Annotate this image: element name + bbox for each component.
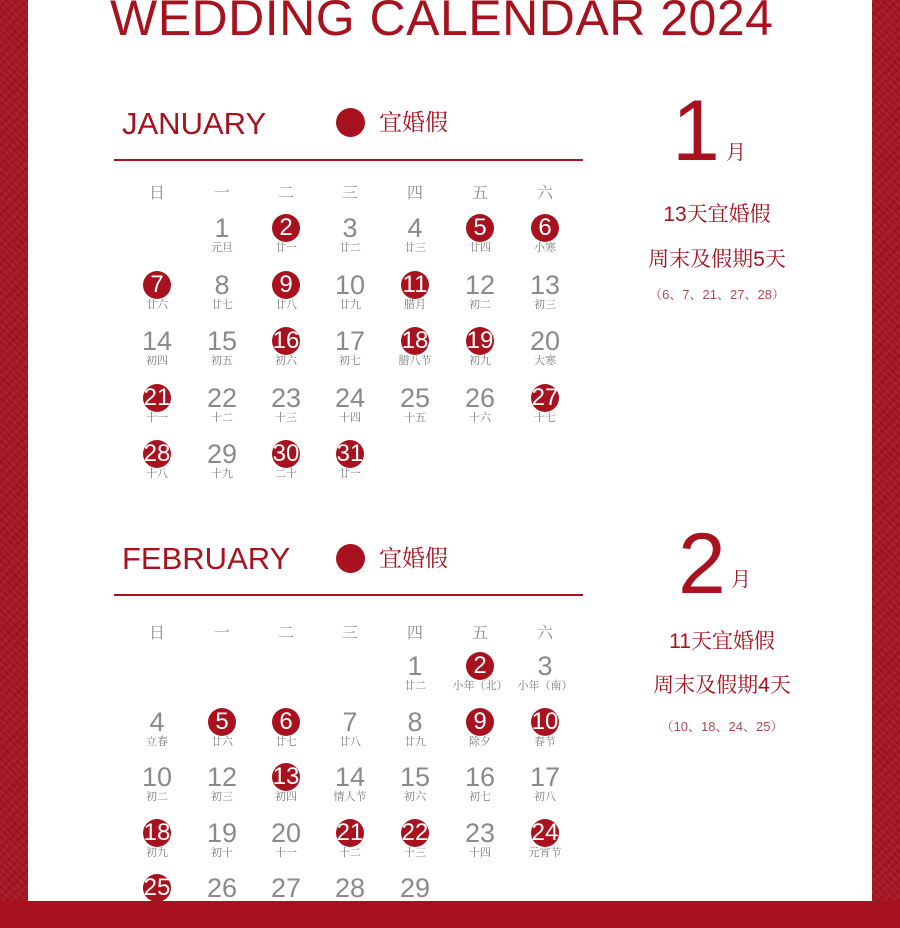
lunar-date: 廿九	[404, 736, 426, 748]
calendar-day-wedding	[125, 382, 189, 438]
lunar-date: 腊月	[404, 299, 426, 311]
weekday-header: 二	[277, 185, 294, 202]
calendar-day	[190, 438, 254, 494]
weekday-header: 三	[341, 625, 358, 642]
lunar-date: 元旦	[211, 242, 233, 254]
lunar-date: 初五	[211, 355, 233, 367]
day-number: 3	[342, 213, 358, 243]
summary-weekend: 周末及假期4天	[653, 674, 791, 697]
lunar-date: 小年（南）	[517, 680, 573, 692]
lunar-date: 廿六	[211, 736, 233, 748]
day-number: 8	[407, 707, 423, 737]
calendar-day	[383, 872, 447, 928]
calendar-day	[190, 872, 254, 928]
calendar-day	[318, 382, 382, 438]
day-number: 18	[143, 819, 171, 846]
calendar-day	[190, 269, 254, 325]
lunar-date: 十三	[404, 847, 426, 859]
big-month-number: 2	[678, 516, 726, 612]
weekday-header: 二	[277, 625, 294, 642]
day-number: 21	[143, 384, 171, 411]
day-number: 29	[399, 873, 431, 903]
calendar-day	[448, 817, 512, 873]
day-number: 22	[206, 383, 238, 413]
day-number: 26	[464, 383, 496, 413]
calendar-day-wedding	[318, 438, 382, 494]
day-number: 26	[206, 873, 238, 903]
legend-dot-icon	[336, 544, 365, 573]
day-number: 27	[531, 384, 559, 411]
calendar-day-wedding	[190, 706, 254, 762]
day-number: 20	[270, 818, 302, 848]
lunar-date: 情人节	[333, 791, 367, 803]
day-number: 25	[399, 383, 431, 413]
day-number: 1	[407, 651, 423, 681]
day-number: 24	[531, 819, 559, 846]
calendar-day	[513, 325, 577, 381]
lunar-date: 十三	[275, 412, 297, 424]
lunar-date: 廿六	[146, 299, 168, 311]
calendar-day-wedding	[254, 706, 318, 762]
calendar-day	[254, 382, 318, 438]
lunar-date: 廿二	[404, 680, 426, 692]
calendar-day	[125, 325, 189, 381]
lunar-date: 十一	[146, 412, 168, 424]
legend-label: 宜婚假	[379, 545, 448, 571]
calendar-day-wedding	[513, 817, 577, 873]
day-number: 6	[279, 708, 293, 735]
day-number: 20	[529, 326, 561, 356]
summary-list: （10、18、24、25）	[660, 719, 784, 734]
calendar-day-wedding	[254, 438, 318, 494]
calendar-day-wedding	[448, 212, 512, 268]
lunar-date: 初六	[404, 791, 426, 803]
lunar-date: 初四	[275, 791, 297, 803]
day-number: 13	[272, 763, 300, 790]
lunar-date: 腊八节	[398, 355, 432, 367]
day-number: 4	[149, 707, 165, 737]
weekday-header: 四	[406, 185, 423, 202]
calendar-day	[318, 872, 382, 928]
calendar-day	[125, 706, 189, 762]
calendar-day-wedding	[125, 817, 189, 873]
calendar-day-wedding	[383, 325, 447, 381]
day-number: 5	[473, 214, 487, 241]
lunar-date: 廿七	[211, 299, 233, 311]
lunar-date: 初九	[146, 847, 168, 859]
lunar-date: 十九	[211, 468, 233, 480]
calendar-day-wedding	[448, 706, 512, 762]
lunar-date: 初十	[211, 847, 233, 859]
day-number: 15	[206, 326, 238, 356]
day-number: 23	[270, 383, 302, 413]
day-number: 30	[272, 440, 300, 467]
day-number: 23	[464, 818, 496, 848]
day-number: 29	[206, 439, 238, 469]
day-number: 9	[473, 708, 487, 735]
calendar-day	[254, 872, 318, 928]
calendar-day	[383, 212, 447, 268]
day-number: 7	[150, 271, 164, 298]
calendar-day-wedding	[125, 872, 189, 928]
lunar-date: 元宵节	[528, 847, 562, 859]
day-number: 11	[402, 271, 428, 298]
lunar-date: 十二	[211, 412, 233, 424]
legend-dot-icon	[336, 108, 365, 137]
weekday-header: 一	[213, 185, 230, 202]
day-number: 12	[464, 270, 496, 300]
day-number: 16	[464, 762, 496, 792]
lunar-date: 十一	[275, 847, 297, 859]
day-number: 18	[401, 327, 429, 354]
big-month-number: 1	[672, 83, 720, 179]
day-number: 28	[143, 440, 171, 467]
weekday-header: 日	[148, 625, 165, 642]
lunar-date: 初三	[534, 299, 556, 311]
summary-days: 11天宜婚假	[669, 630, 775, 653]
day-number: 10	[334, 270, 366, 300]
lunar-date: 春节	[534, 736, 556, 748]
lunar-date: 初二	[146, 791, 168, 803]
lunar-date: 初二	[469, 299, 491, 311]
lunar-date: 初八	[534, 791, 556, 803]
day-number: 4	[407, 213, 423, 243]
lunar-date: 十七	[534, 412, 556, 424]
calendar-day	[318, 706, 382, 762]
lunar-date: 廿九	[339, 299, 361, 311]
day-number: 19	[206, 818, 238, 848]
day-number: 7	[342, 707, 358, 737]
calendar-day	[383, 650, 447, 706]
day-number: 24	[334, 383, 366, 413]
day-number: 28	[334, 873, 366, 903]
summary-weekend: 周末及假期5天	[648, 248, 786, 271]
summary-days: 13天宜婚假	[663, 203, 771, 226]
lunar-date: 初九	[469, 355, 491, 367]
calendar-day	[318, 761, 382, 817]
lunar-date: 二十	[275, 468, 297, 480]
calendar-day-wedding	[125, 269, 189, 325]
calendar-day	[190, 761, 254, 817]
legend-label: 宜婚假	[379, 109, 448, 135]
calendar-day-wedding	[318, 817, 382, 873]
day-number: 3	[537, 651, 553, 681]
weekday-header: 六	[536, 625, 553, 642]
day-number: 19	[466, 327, 494, 354]
lunar-date: 初四	[146, 355, 168, 367]
calendar-day	[383, 382, 447, 438]
day-number: 21	[336, 819, 364, 846]
calendar-day-wedding	[125, 438, 189, 494]
calendar-day	[318, 269, 382, 325]
lunar-date: 小年（北）	[452, 680, 508, 692]
day-number: 2	[473, 652, 487, 679]
calendar-day	[318, 212, 382, 268]
lunar-date: 小寒	[534, 242, 556, 254]
calendar-day-wedding	[254, 269, 318, 325]
lunar-date: 廿四	[469, 242, 491, 254]
day-number: 17	[334, 326, 366, 356]
calendar-day-wedding	[513, 212, 577, 268]
lunar-date: 十六	[469, 412, 491, 424]
day-number: 9	[279, 271, 293, 298]
calendar-day	[190, 212, 254, 268]
lunar-date: 十二	[339, 847, 361, 859]
calendar-day	[190, 325, 254, 381]
lunar-date: 初六	[275, 355, 297, 367]
calendar-day	[383, 706, 447, 762]
lunar-date: 立春	[146, 736, 168, 748]
calendar-day-wedding	[448, 325, 512, 381]
calendar-day-wedding	[448, 650, 512, 706]
lunar-date: 初三	[211, 791, 233, 803]
lunar-date: 廿一	[339, 468, 361, 480]
lunar-date: 除夕	[469, 736, 491, 748]
weekday-header: 三	[341, 185, 358, 202]
weekday-header: 六	[536, 185, 553, 202]
month-divider	[114, 594, 583, 596]
calendar-day	[190, 817, 254, 873]
weekday-header: 日	[148, 185, 165, 202]
lunar-date: 廿八	[339, 736, 361, 748]
weekday-header: 五	[471, 625, 488, 642]
day-number: 25	[143, 874, 171, 901]
day-number: 27	[270, 873, 302, 903]
calendar-day-wedding	[254, 325, 318, 381]
lunar-date: 十四	[469, 847, 491, 859]
weekday-header: 四	[406, 625, 423, 642]
lunar-date: 廿七	[275, 736, 297, 748]
lunar-date: 廿八	[275, 299, 297, 311]
summary-list: （6、7、21、27、28）	[649, 287, 785, 302]
day-number: 6	[538, 214, 552, 241]
day-number: 14	[141, 326, 173, 356]
calendar-day	[254, 817, 318, 873]
calendar-day	[448, 269, 512, 325]
calendar-day-wedding	[383, 817, 447, 873]
calendar-day	[383, 761, 447, 817]
day-number: 5	[215, 708, 229, 735]
calendar-day	[513, 269, 577, 325]
weekday-header: 一	[213, 625, 230, 642]
day-number: 14	[334, 762, 366, 792]
calendar-day	[318, 325, 382, 381]
lunar-date: 初七	[469, 791, 491, 803]
lunar-date: 廿三	[404, 242, 426, 254]
day-number: 22	[401, 819, 429, 846]
calendar-day	[513, 650, 577, 706]
day-number: 31	[336, 440, 364, 467]
month-suffix: 月	[726, 142, 746, 164]
page-title: WEDDING CALENDAR 2024	[110, 0, 774, 46]
calendar-day	[448, 382, 512, 438]
calendar-day	[125, 761, 189, 817]
day-number: 15	[399, 762, 431, 792]
lunar-date: 初七	[339, 355, 361, 367]
lunar-date: 廿一	[275, 242, 297, 254]
calendar-day-wedding	[383, 269, 447, 325]
calendar-day-wedding	[254, 761, 318, 817]
month-divider	[114, 159, 583, 161]
weekday-header: 五	[471, 185, 488, 202]
calendar-day-wedding	[254, 212, 318, 268]
day-number: 12	[206, 762, 238, 792]
day-number: 17	[529, 762, 561, 792]
month-suffix: 月	[731, 569, 751, 591]
month-name: JANUARY	[122, 106, 267, 141]
day-number: 2	[279, 214, 293, 241]
lunar-date: 十八	[146, 468, 168, 480]
calendar-day	[513, 761, 577, 817]
day-number: 1	[214, 213, 230, 243]
day-number: 10	[531, 708, 559, 735]
month-name: FEBRUARY	[122, 541, 291, 576]
day-number: 13	[529, 270, 561, 300]
calendar-day	[448, 761, 512, 817]
calendar-day	[190, 382, 254, 438]
lunar-date: 廿二	[339, 242, 361, 254]
lunar-date: 十四	[339, 412, 361, 424]
day-number: 8	[214, 270, 230, 300]
lunar-date: 十五	[404, 412, 426, 424]
calendar-day-wedding	[513, 382, 577, 438]
day-number: 10	[141, 762, 173, 792]
day-number: 16	[272, 327, 300, 354]
calendar-day-wedding	[513, 706, 577, 762]
lunar-date: 大寒	[534, 355, 556, 367]
